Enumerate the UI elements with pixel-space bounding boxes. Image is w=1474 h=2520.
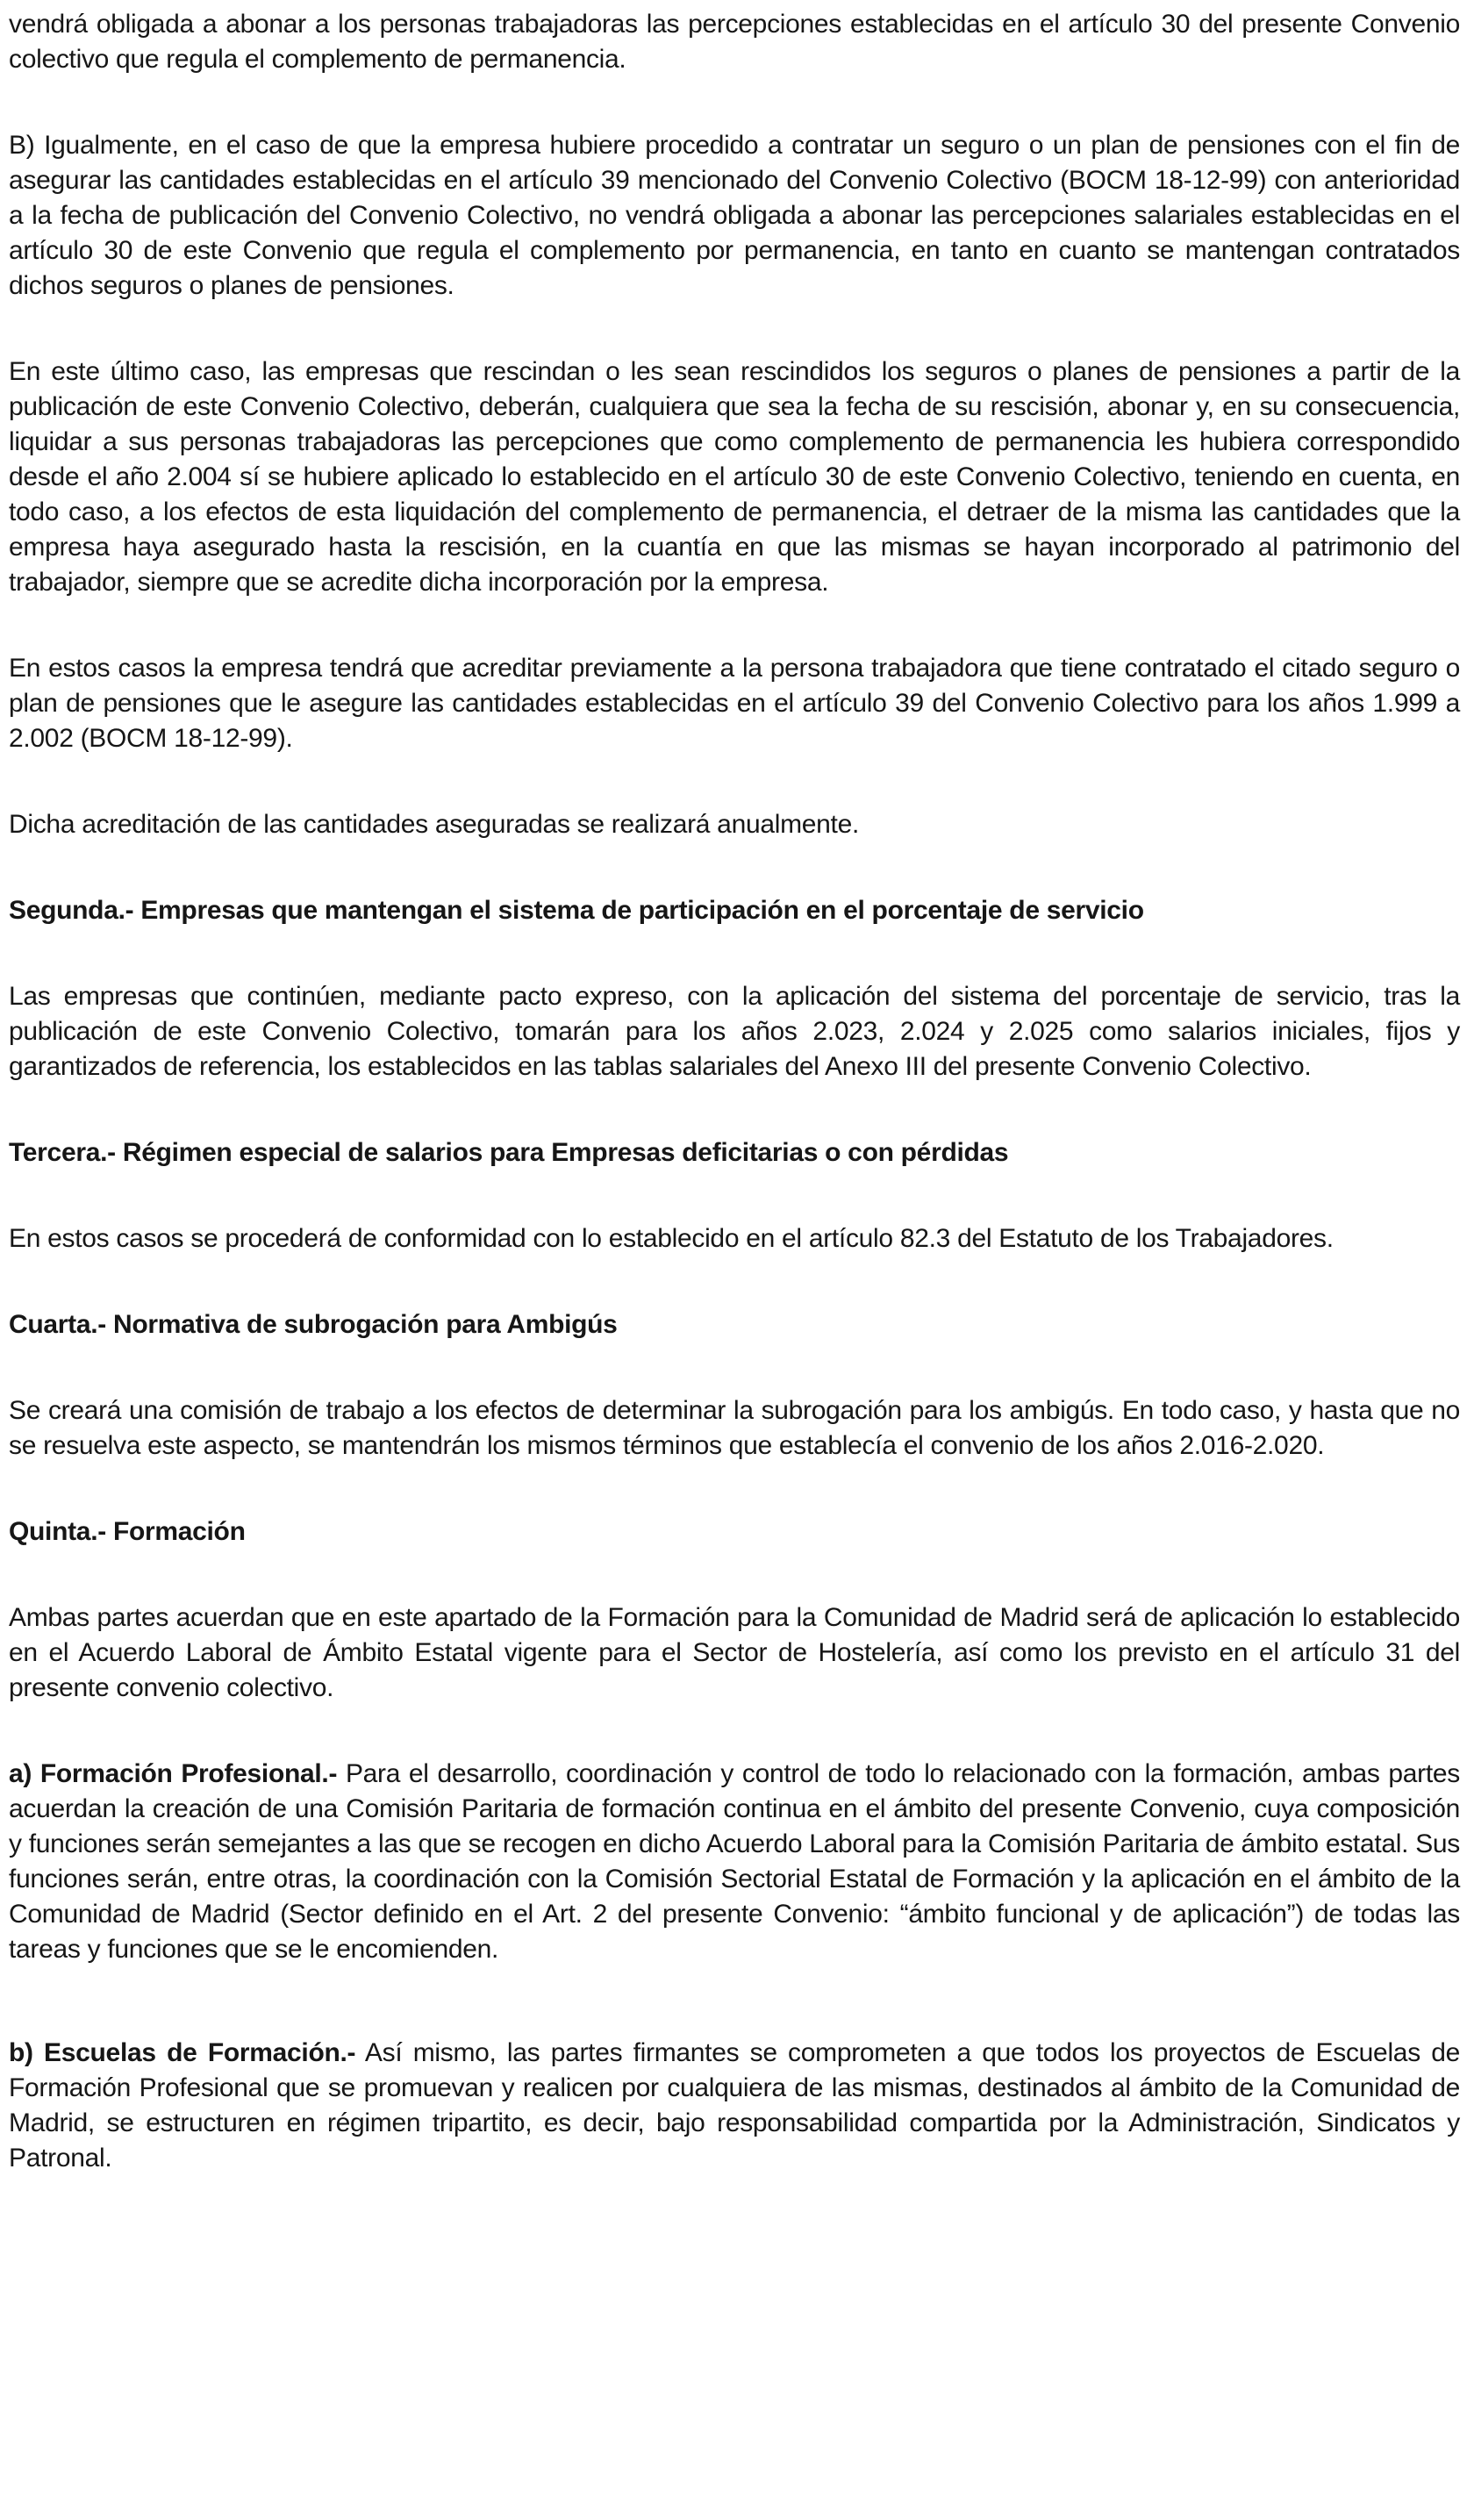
- section-heading-cuarta: Cuarta.- Normativa de subrogación para Ambigús: [9, 1310, 618, 1339]
- paragraph-dicha-acreditacion: Dicha acreditación de las cantidades aseguradas se realizará anualmente.: [9, 810, 860, 839]
- paragraph-en-estos-casos-acreditar: En estos casos la empresa tendrá que acreditar previamente a la persona trabajadora que tiene contratado el citado seguro o plan de pensiones que le asegure las cantidades establecidas en el artículo 39 del Convenio Colectivo para los años 1.999 a 2.002 (BOCM 18-12-99).: [9, 654, 1460, 753]
- paragraph-b-igualmente: B) Igualmente, en el caso de que la empresa hubiere procedido a contratar un seguro o un plan de pensiones con el fin de asegurar las cantidades establecidas en el artículo 39 mencionado del Convenio Colectivo (BOCM 18-12-99) con anterioridad a la fecha de publicación del Convenio Colectivo, no vendrá obligada a abonar las percepciones salariales establecidas en el artículo 30 de este Convenio que regula el complemento por permanencia, en tanto en cuanto se mantengan contratados dichos seguros o planes de pensiones.: [9, 131, 1460, 300]
- paragraph-estatuto-trabajadores: En estos casos se procederá de conformidad con lo establecido en el artículo 82.3 del Estatuto de los Trabajadores.: [9, 1224, 1334, 1253]
- section-heading-tercera: Tercera.- Régimen especial de salarios para Empresas deficitarias o con pérdidas: [9, 1138, 1009, 1167]
- paragraph-lead-formacion-profesional: a) Formación Profesional.-: [9, 1759, 338, 1788]
- paragraph-escuelas-de-formacion: [9, 2036, 1460, 2176]
- section-heading-segunda: Segunda.- Empresas que mantengan el sistema de participación en el porcentaje de servicio: [9, 896, 1144, 925]
- section-heading-quinta: Quinta.- Formación: [9, 1517, 246, 1546]
- paragraph-en-este-ultimo-caso: En este último caso, las empresas que rescindan o les sean rescindidos los seguros o planes de pensiones a partir de la publicación de este Convenio Colectivo, deberán, cualquiera que sea la fecha de su rescisión, abonar y, en su consecuencia, liquidar a sus personas trabajadoras las percepciones que como complemento de permanencia les hubiera correspondido desde el año 2.004 sí se hubiere aplicado lo establecido en el artículo 30 de este Convenio Colectivo, teniendo en cuenta, en todo caso, a los efectos de esta liquidación del complemento de permanencia, el detraer de la misma las cantidades que la empresa haya asegurado hasta la rescisión, en la cuantía en que las mismas se hayan incorporado al patrimonio del trabajador, siempre que se acredite dicha incorporación por la empresa.: [9, 357, 1460, 597]
- paragraph-ambas-partes-formacion: Ambas partes acuerdan que en este apartado de la Formación para la Comunidad de Madrid será de aplicación lo establecido en el Acuerdo Laboral de Ámbito Estatal vigente para el Sector de Hostelería, así como los previsto en el artículo 31 del presente convenio colectivo.: [9, 1603, 1460, 1702]
- paragraph-comision-subrogacion-ambigus: Se creará una comisión de trabajo a los efectos de determinar la subrogación para los ambigús. En todo caso, y hasta que no se resuelva este aspecto, se mantendrán los mismos términos que establecía el convenio de los años 2.016-2.020.: [9, 1396, 1460, 1460]
- paragraph-complemento-permanencia-continuation: vendrá obligada a abonar a los personas trabajadoras las percepciones establecidas en el artículo 30 del presente Convenio colectivo que regula el complemento de permanencia.: [9, 10, 1460, 74]
- paragraph-formacion-profesional: [9, 1757, 1460, 1967]
- paragraph-body-formacion-profesional: Para el desarrollo, coordinación y control de todo lo relacionado con la formación, ambas partes acuerdan la creación de una Comisión Paritaria de formación continua en el ámbito del presente Convenio, cuya composición y funciones serán semejantes a las que se recogen en dicho Acuerdo Laboral para la Comisión Paritaria de ámbito estatal. Sus funciones serán, entre otras, la coordinación con la Comisión Sectorial Estatal de Formación y la aplicación en el ámbito de la Comunidad de Madrid (Sector definido en el Art. 2 del presente Convenio: “ámbito funcional y de aplicación”) de todas las tareas y funciones que se le encomienden.: [9, 1759, 1460, 1964]
- paragraph-body-escuelas-de-formacion: Así mismo, las partes firmantes se comprometen a que todos los proyectos de Escuelas de Formación Profesional que se promuevan y realicen por cualquiera de las mismas, destinados al ámbito de la Comunidad de Madrid, se estructuren en régimen tripartito, es decir, bajo responsabilidad compartida por la Administración, Sindicatos y Patronal.: [9, 2038, 1460, 2173]
- paragraph-las-empresas-que-continuen: Las empresas que continúen, mediante pacto expreso, con la aplicación del sistema del porcentaje de servicio, tras la publicación de este Convenio Colectivo, tomarán para los años 2.023, 2.024 y 2.025 como salarios iniciales, fijos y garantizados de referencia, los establecidos en las tablas salariales del Anexo III del presente Convenio Colectivo.: [9, 982, 1460, 1081]
- paragraph-lead-escuelas-de-formacion: b) Escuelas de Formación.-: [9, 2038, 356, 2067]
